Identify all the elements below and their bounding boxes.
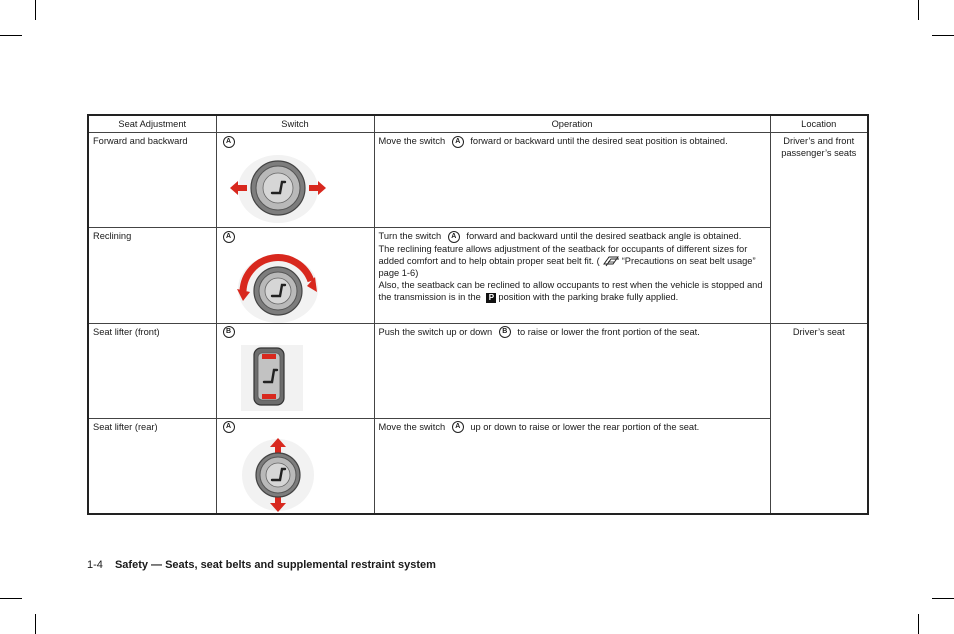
switch-cell bbox=[216, 228, 374, 324]
switch-cell bbox=[216, 133, 374, 228]
operation-text: to raise or lower the front portion of the seat. bbox=[514, 326, 700, 337]
page-number: 1-4 bbox=[87, 559, 103, 571]
operation-text: Turn the switch bbox=[378, 231, 444, 241]
operation-text: “Precautions on seat belt usage” page 1-6) bbox=[378, 255, 756, 279]
operation-text: forward or backward until the desired seat position is obtained. bbox=[467, 136, 728, 146]
adjustment-cell: Seat lifter (rear) bbox=[88, 418, 216, 514]
adjustment-cell: Forward and backward bbox=[88, 133, 216, 228]
switch-label-badge: A bbox=[223, 421, 235, 433]
switch-label-badge: B bbox=[223, 326, 235, 338]
column-header: Switch bbox=[216, 115, 374, 133]
crop-mark bbox=[0, 598, 22, 599]
operation-cell bbox=[374, 133, 770, 228]
operation-cell bbox=[374, 323, 770, 418]
operation-text: Push the switch up or down bbox=[378, 326, 495, 337]
location-cell: Driver’s and front passenger’s seats bbox=[770, 133, 868, 324]
location-cell: Driver’s seat bbox=[770, 323, 868, 514]
table-row bbox=[88, 323, 868, 418]
seat-switch-rect-icon bbox=[223, 342, 343, 414]
column-header: Location bbox=[770, 115, 868, 133]
switch-label-badge: B bbox=[499, 326, 511, 338]
section-title: Safety — Seats, seat belts and supplemental restraint system bbox=[114, 559, 436, 571]
operation-text: position with the parking brake fully applied. bbox=[498, 292, 679, 303]
column-header: Seat Adjustment bbox=[88, 115, 216, 133]
park-position-icon: P bbox=[486, 293, 496, 303]
operation-text: Move the switch bbox=[378, 421, 448, 432]
operation-cell bbox=[374, 418, 770, 514]
book-reference-icon bbox=[602, 255, 620, 267]
crop-mark bbox=[918, 0, 919, 20]
switch-label-badge: A bbox=[448, 231, 460, 243]
seat-switch-round-icon bbox=[223, 437, 343, 513]
switch-cell bbox=[216, 323, 374, 418]
operation-text: forward and backward until the desired seatback angle is obtained. bbox=[463, 231, 742, 241]
switch-label-badge: A bbox=[452, 421, 464, 433]
adjustment-cell: Reclining bbox=[88, 228, 216, 324]
operation-cell bbox=[374, 228, 770, 324]
adjustment-cell: Seat lifter (front) bbox=[88, 323, 216, 418]
crop-mark bbox=[35, 614, 36, 634]
page-footer bbox=[87, 559, 436, 571]
table-row bbox=[88, 228, 868, 324]
crop-mark bbox=[35, 0, 36, 20]
crop-mark bbox=[918, 614, 919, 634]
crop-mark bbox=[932, 35, 954, 36]
seat-adjustment-table bbox=[87, 114, 869, 515]
crop-mark bbox=[932, 598, 954, 599]
table-header-row bbox=[88, 115, 868, 133]
seat-switch-round-icon bbox=[223, 152, 343, 224]
switch-label-badge: A bbox=[223, 231, 235, 243]
seat-switch-round-icon bbox=[223, 247, 343, 323]
operation-text: up or down to raise or lower the rear portion of the seat. bbox=[467, 421, 700, 432]
column-header: Operation bbox=[374, 115, 770, 133]
table-row bbox=[88, 418, 868, 514]
crop-mark bbox=[0, 35, 22, 36]
switch-cell bbox=[216, 418, 374, 514]
operation-text: Also, the seatback can be reclined to allow occupants to rest when the vehicle is stopped and the transmission is in the bbox=[378, 280, 763, 303]
switch-label-badge: A bbox=[452, 136, 464, 148]
operation-text: The reclining feature allows adjustment of the seatback for occupants of different sizes for added comfort and to help obtain proper seat belt fit. ( bbox=[378, 243, 748, 266]
switch-label-badge: A bbox=[223, 136, 235, 148]
table-row bbox=[88, 133, 868, 228]
operation-text: Move the switch bbox=[378, 136, 448, 146]
